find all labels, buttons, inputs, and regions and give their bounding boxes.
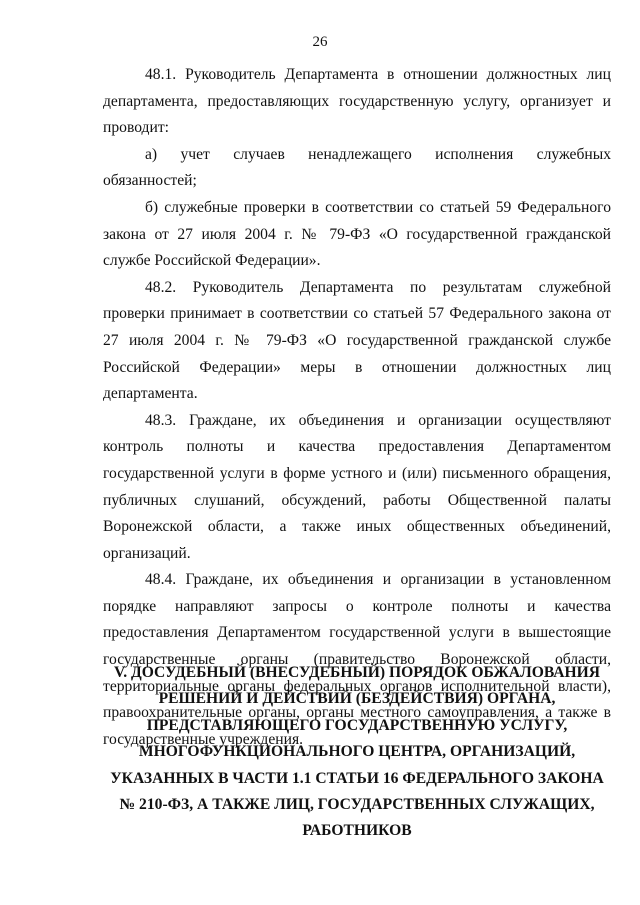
paragraph-48-4: 48.4. Граждане, их объединения и организации в установленном порядке направляют запросы о контроле полноты и качества предоставления Департаментом государственной услуги в вышестоящие государственные органы (правительство Воронежской области, территориальные органы федеральных органов исполнительной власти), правоохранительные органы, органы местного самоуправления, а также в государственные учреждения. bbox=[103, 571, 611, 748]
paragraph-48-2: 48.2. Руководитель Департамента по результатам служебной проверки принимает в соответствии со статьей 57 Федерального закона от 27 июля 2004 г. № 79-ФЗ «О государственной гражданской службе Российской Федерации» меры в отношении должностных лиц департамента. bbox=[103, 278, 611, 403]
section-heading-line: № 210-ФЗ, А ТАКЖЕ ЛИЦ, ГОСУДАРСТВЕННЫХ СЛУЖАЩИХ, bbox=[119, 796, 595, 814]
section-heading-line: V. ДОСУДЕБНЫЙ (ВНЕСУДЕБНЫЙ) ПОРЯДОК ОБЖАЛОВАНИЯ bbox=[113, 664, 601, 681]
section-heading-line: РЕШЕНИЙ И ДЕЙСТВИЙ (БЕЗДЕЙСТВИЯ) ОРГАНА, bbox=[158, 690, 556, 708]
section-heading bbox=[103, 660, 611, 845]
paragraph-48-1: 48.1. Руководитель Департамента в отношении должностных лиц департамента, предоставляющих государственную услугу, организует и проводит: bbox=[103, 66, 611, 137]
body-text bbox=[103, 62, 611, 753]
section-heading-line: УКАЗАННЫХ В ЧАСТИ 1.1 СТАТЬИ 16 ФЕДЕРАЛЬНОГО ЗАКОНА bbox=[110, 769, 604, 787]
section-heading-line: МНОГОФУНКЦИОНАЛЬНОГО ЦЕНТРА, ОРГАНИЗАЦИЙ, bbox=[138, 743, 576, 761]
paragraph-48-3: 48.3. Граждане, их объединения и организации осуществляют контроль полноты и качества предоставления Департаментом государственной услуги в форме устного и (или) письменного обращения, публичных слушаний, обсуждений, работы Общественной палаты Воронежской области, а также иных общественных объединений, организаций. bbox=[103, 411, 611, 562]
page-number: 26 bbox=[312, 34, 328, 50]
section-heading-line: ПРЕДСТАВЛЯЮЩЕГО ГОСУДАРСТВЕННУЮ УСЛУГУ, bbox=[146, 716, 568, 734]
section-heading-line: РАБОТНИКОВ bbox=[302, 822, 412, 840]
paragraph-48-1-a: а) учет случаев ненадлежащего исполнения служебных обязанностей; bbox=[103, 145, 611, 190]
paragraph-48-1-b: б) служебные проверки в соответствии со статьей 59 Федерального закона от 27 июля 2004 г. № 79-ФЗ «О государственной гражданской службе Российской Федерации». bbox=[103, 198, 611, 270]
